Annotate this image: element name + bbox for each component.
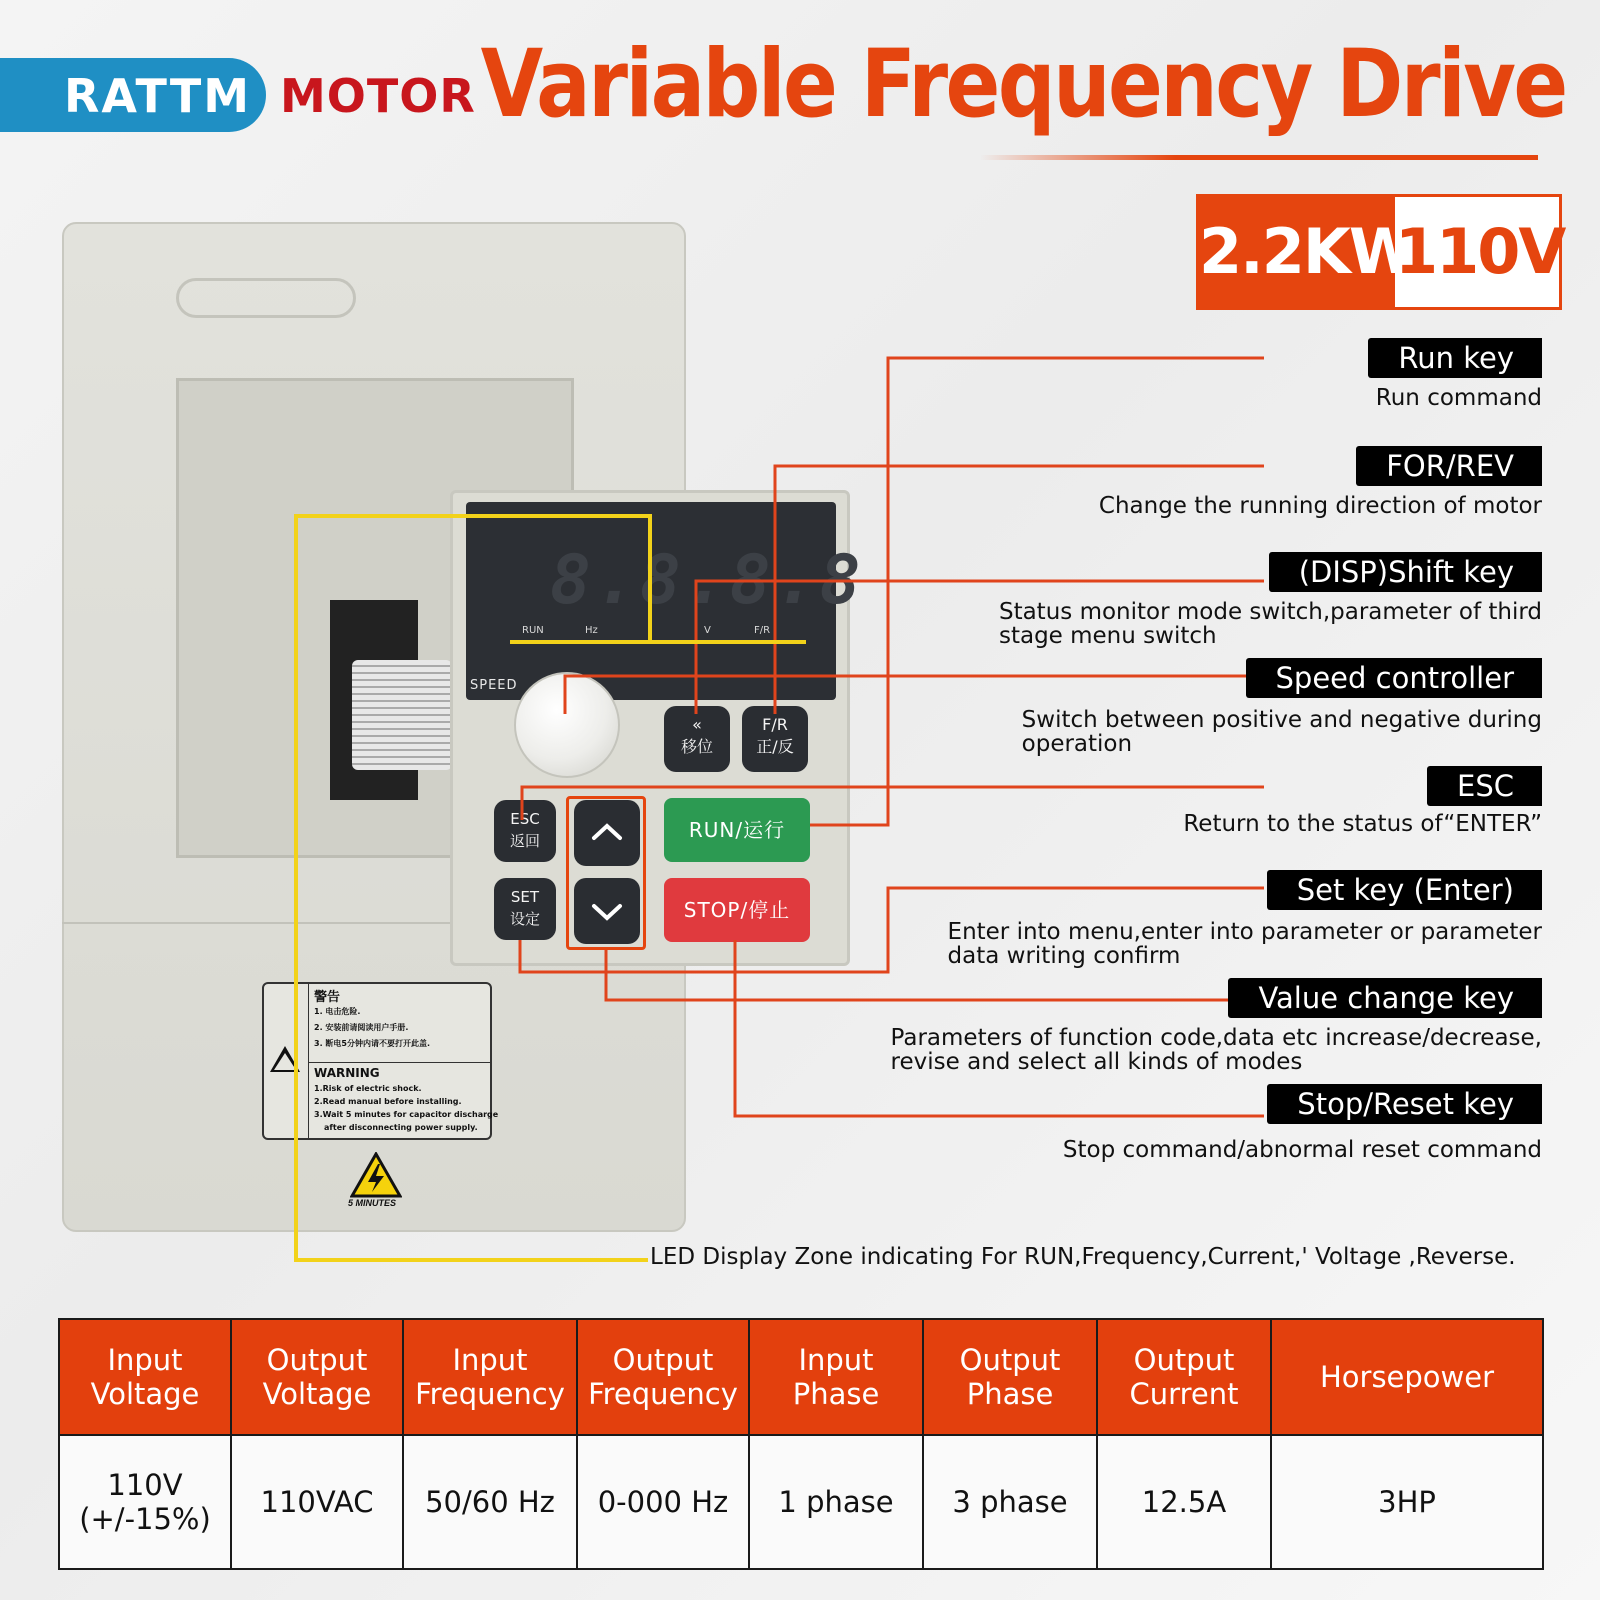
callout-for-rev: FOR/REV [1356, 446, 1542, 486]
callout-stop-key: Stop/Reset key [1267, 1084, 1542, 1124]
table-cell: 3 phase [923, 1435, 1097, 1569]
table-header-row [59, 1319, 1543, 1435]
callout-set-key-desc: Enter into menu,enter into parameter or parameter data writing confirm [947, 919, 1542, 969]
spec-table [58, 1318, 1544, 1570]
table-cell: 0-000 Hz [577, 1435, 749, 1569]
brand-suffix: MOTOR [280, 69, 476, 123]
callout-shift-key-desc: Status monitor mode switch,parameter of third stage menu switch [998, 599, 1542, 649]
warning-cn-title: 警告 [314, 990, 341, 1005]
table-cell: 50/60 Hz [403, 1435, 577, 1569]
indicator-hz: Hz [585, 625, 598, 636]
high-voltage-caption: 5 MINUTES [348, 1198, 397, 1208]
callout-run-key: Run key [1368, 338, 1542, 378]
warning-en-line: 2.Read manual before installing. [314, 1097, 462, 1106]
callout-stop-key-desc: Stop command/abnormal reset command [1062, 1137, 1542, 1163]
callout-esc-desc: Return to the status of“ENTER” [1183, 811, 1542, 837]
power-rating: 2.2KW [1199, 197, 1395, 307]
table-cell: 110VAC [231, 1435, 403, 1569]
esc-key-symbol: ESC [510, 810, 540, 828]
led-display: 8.8.8.8 [550, 541, 865, 620]
table-row [59, 1435, 1543, 1569]
table-cell: 3HP [1271, 1435, 1543, 1569]
indicator-fr: F/R [754, 625, 771, 636]
table-header: Input Voltage [59, 1319, 231, 1435]
callout-value-key-desc: Parameters of function code,data etc increase/decrease, revise and select all kinds of modes [890, 1025, 1542, 1075]
led-zone-desc: LED Display Zone indicating For RUN,Frequency,Current,' Voltage ,Reverse. [650, 1244, 1516, 1270]
indicator-run: RUN [522, 625, 544, 636]
indicator-v: V [704, 625, 711, 636]
table-cell: 12.5A [1097, 1435, 1271, 1569]
brand-name: RATTM [64, 69, 252, 123]
leader-esc [522, 787, 1264, 820]
stop-button[interactable]: STOP/停止 [664, 878, 810, 942]
table-cell: 110V (+/-15%) [59, 1435, 231, 1569]
warning-en-line: 1.Risk of electric shock. [314, 1084, 422, 1093]
warning-en-line: 3.Wait 5 minutes for capacitor discharge [314, 1110, 499, 1119]
warning-cn-line: 2. 安装前请阅读用户手册. [314, 1023, 409, 1032]
callout-value-key: Value change key [1228, 978, 1542, 1018]
voltage-rating: 110V [1395, 215, 1565, 288]
callout-set-key: Set key (Enter) [1267, 870, 1542, 910]
speed-label: SPEED [470, 678, 518, 693]
fr-key-label: 正/反 [756, 737, 794, 756]
table-header: Input Phase [749, 1319, 923, 1435]
table-header: Output Voltage [231, 1319, 403, 1435]
table-header: Input Frequency [403, 1319, 577, 1435]
callout-esc: ESC [1427, 766, 1542, 806]
table-header: Output Phase [923, 1319, 1097, 1435]
callout-run-key-desc: Run command [1375, 385, 1542, 411]
shift-key-label: 移位 [680, 737, 713, 756]
callout-speed-controller: Speed controller [1246, 658, 1542, 698]
warning-cn-line: 3. 断电5分钟内请不要打开此盖. [314, 1039, 430, 1048]
callout-for-rev-desc: Change the running direction of motor [1098, 493, 1542, 519]
table-header: Output Frequency [577, 1319, 749, 1435]
fr-key-symbol: F/R [762, 715, 788, 734]
shift-key-symbol: « [692, 715, 702, 734]
warning-en-line: after disconnecting power supply. [324, 1123, 478, 1132]
table-cell: 1 phase [749, 1435, 923, 1569]
set-key-symbol: SET [510, 888, 540, 906]
table-header: Horsepower [1271, 1319, 1543, 1435]
warning-cn-line: 1. 电击危险. [314, 1007, 361, 1016]
callout-speed-controller-desc: Switch between positive and negative during operation [1021, 707, 1542, 757]
run-button[interactable]: RUN/运行 [664, 798, 810, 862]
callout-shift-key: (DISP)Shift key [1269, 552, 1542, 592]
table-header: Output Current [1097, 1319, 1271, 1435]
page-title: Variable Frequency Drive [481, 30, 1566, 139]
esc-key-label: 返回 [509, 832, 540, 850]
set-key-label: 设定 [509, 910, 540, 928]
leader-led-zone [296, 516, 650, 1260]
warning-en-title: WARNING [314, 1066, 380, 1080]
